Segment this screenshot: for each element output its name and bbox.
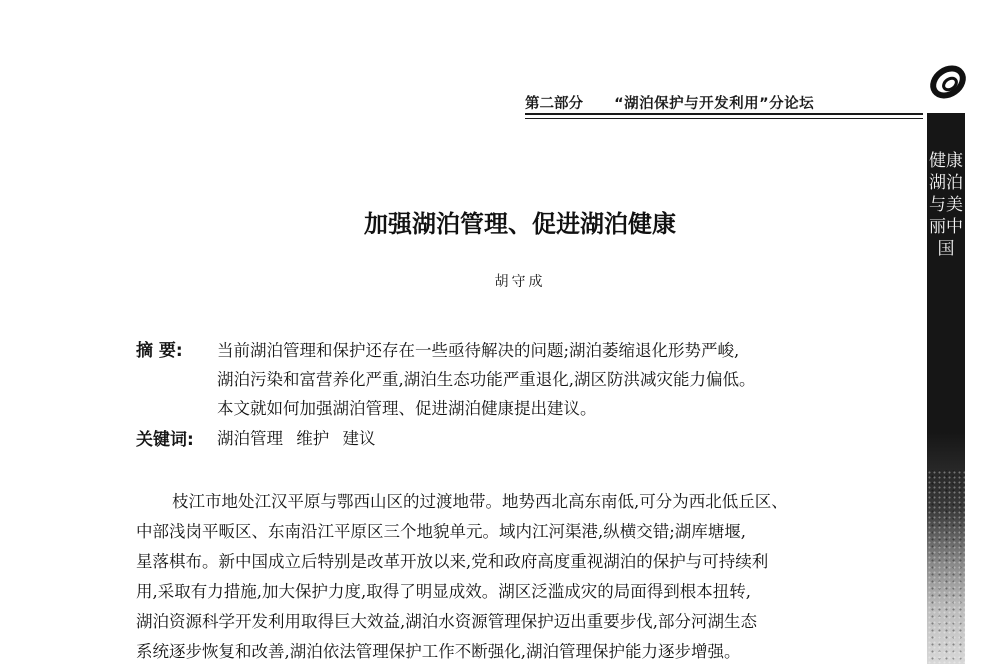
header-rule-thin xyxy=(525,118,923,119)
abstract-line: 当前湖泊管理和保护还存在一些亟待解决的问题;湖泊萎缩退化形势严峻, xyxy=(217,341,740,360)
article-title: 加强湖泊管理、促进湖泊健康 xyxy=(364,210,676,238)
abstract-label: 摘 要: xyxy=(136,341,183,361)
abstract-text xyxy=(217,336,922,423)
abstract-line: 本文就如何加强湖泊管理、促进湖泊健康提出建议。 xyxy=(217,399,597,418)
header-forum: “湖泊保护与开发利用”分论坛 xyxy=(614,96,815,112)
body-line: 枝江市地处江汉平原与鄂西山区的过渡地带。地势西北高东南低,可分为西北低丘区、 xyxy=(172,492,788,511)
body-line: 中部浅岗平畈区、东南沿江平原区三个地貌单元。域内江河渠港,纵横交错;湖库塘堰, xyxy=(136,522,747,541)
body-line: 用,采取有力措施,加大保护力度,取得了明显成效。湖区泛滥成灾的局面得到根本扭转, xyxy=(136,582,751,601)
keywords-text: 湖泊管理 维护 建议 xyxy=(217,429,376,448)
side-label: 健康湖泊与美丽中国 xyxy=(929,151,963,259)
running-header xyxy=(525,92,920,113)
header-rule xyxy=(525,113,923,115)
body-line: 星落棋布。新中国成立后特别是改革开放以来,党和政府高度重视湖泊的保护与可持续利 xyxy=(136,552,769,571)
article-author: 胡守成 xyxy=(494,274,546,290)
abstract-line: 湖泊污染和富营养化严重,湖泊生态功能严重退化,湖区防洪减灾能力偏低。 xyxy=(217,370,756,389)
conference-logo-icon xyxy=(926,60,970,104)
body-line: 系统逐步恢复和改善,湖泊依法管理保护工作不断强化,湖泊管理保护能力逐步增强。 xyxy=(136,642,741,661)
keywords-label: 关键词: xyxy=(136,430,194,450)
body-line: 湖泊资源科学开发利用取得巨大效益,湖泊水资源管理保护迈出重要步伐,部分河湖生态 xyxy=(136,612,757,631)
side-band-texture xyxy=(927,470,965,664)
body-paragraph xyxy=(136,487,920,667)
header-section: 第二部分 xyxy=(525,96,583,112)
